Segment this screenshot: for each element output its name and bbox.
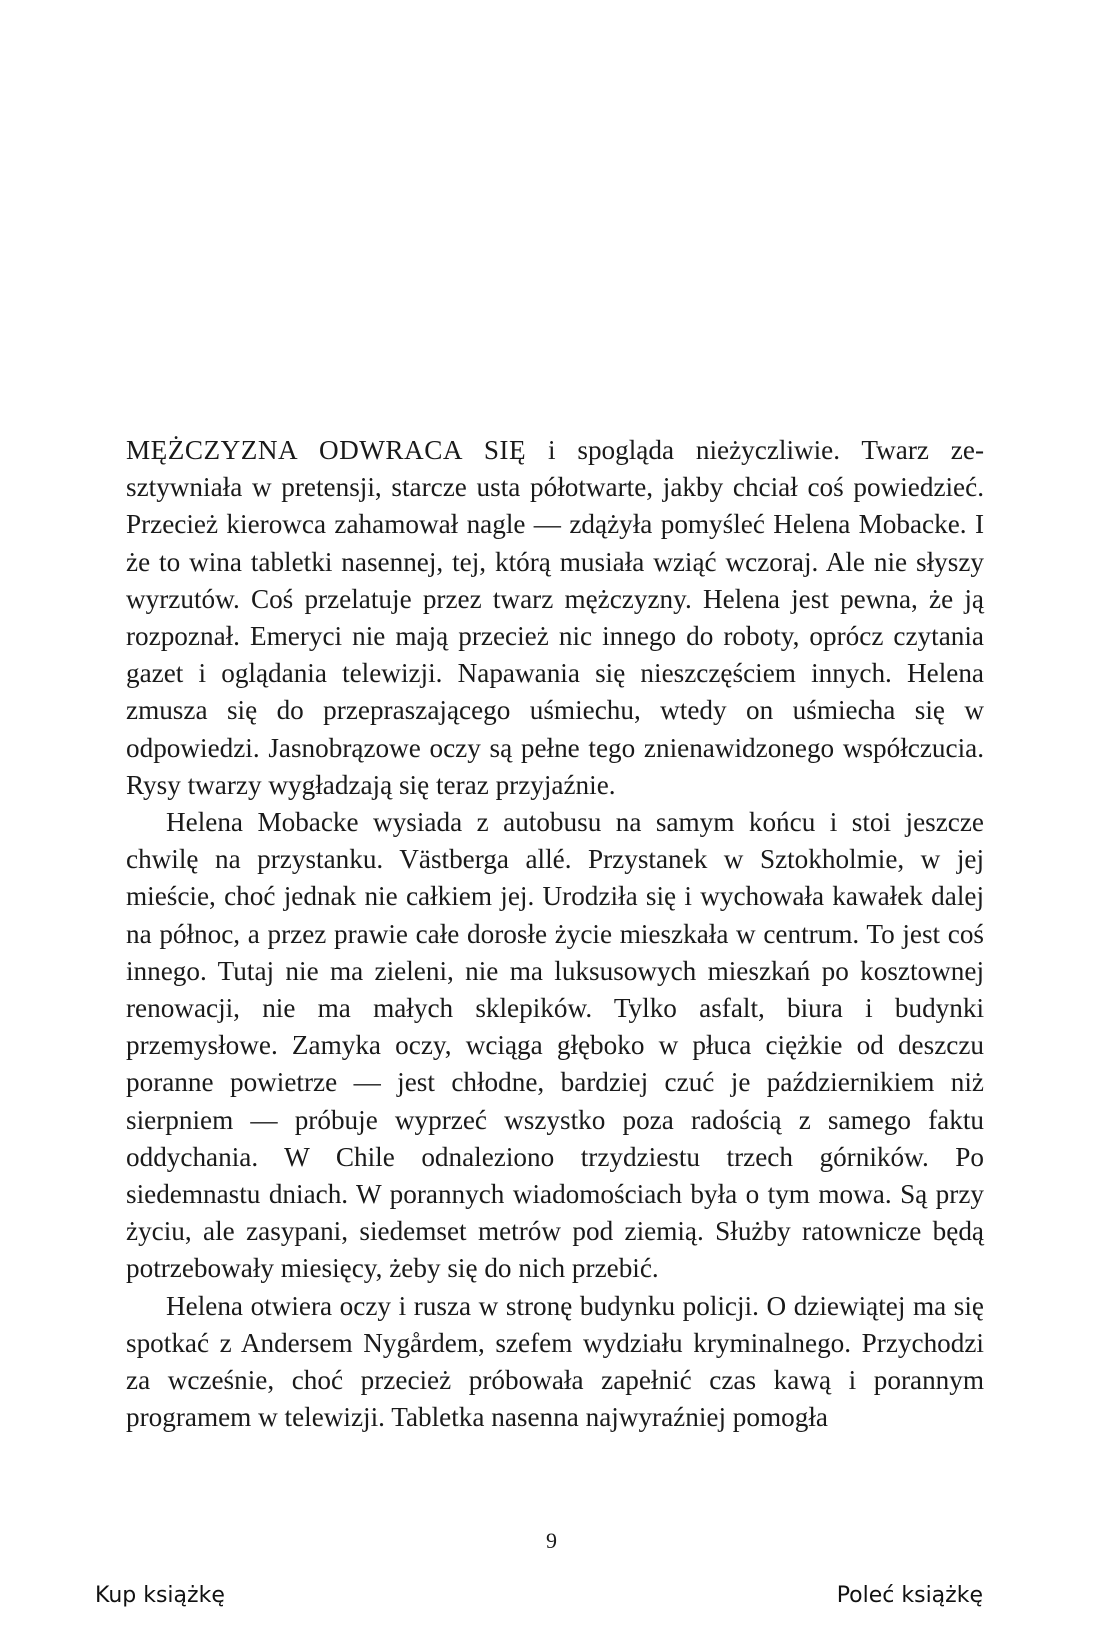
- paragraph-1-text: i spogląda nieżyczliwie. Twarz zesztywniała w pretensji, starcze usta półotwarte, jakby chciał coś powiedzieć. Przecież kierowca zahamował nagle — zdążyła pomyśleć Helena Mobacke. I że to wina tabletki nasennej, tej, którą musiała wziąć wczoraj. Ale nie słyszy wyrzutów. Coś przelatuje przez twarz mężczyzny. Helena jest pewna, że ją rozpoznał. Emeryci nie mają przecież nic innego do roboty, oprócz czytania gazet i oglądania telewizji. Napawania się nieszczęściem innych. Helena zmusza się do przepraszającego uśmiechu, wtedy on uśmiecha się w odpowiedzi. Jasnobrązowe oczy są pełne tego znienawidzonego współczucia. Rysy twarzy wygładzają się teraz przyjaźnie.: [126, 435, 984, 800]
- paragraph-2: Helena Mobacke wysiada z autobusu na samym końcu i stoi jeszcze chwilę na przystanku. Västberga allé. Przystanek w Sztokholmie, w jej mieście, choć jednak nie całkiem jej. Urodziła się i wychowała kawałek dalej na północ, a przez prawie całe dorosłe życie mieszkała w centrum. To jest coś innego. Tutaj nie ma zieleni, nie ma luksusowych mieszkań po kosztownej renowacji, nie ma małych sklepików. Tylko asfalt, biura i budynki przemysłowe. Zamyka oczy, wciąga głęboko w płuca ciężkie od deszczu poranne powietrze — jest chłodne, bardziej czuć je październikiem niż sierpniem — próbuje wyprzeć wszystko poza radością z samego faktu oddychania. W Chile odnaleziono trzydziestu trzech górników. Po siedemnastu dniach. W porannych wiadomościach była o tym mowa. Są przy życiu, ale zasypani, siedemset metrów pod ziemią. Służby ratownicze będą potrzebowały miesięcy, żeby się do nich przebić.: [126, 807, 984, 1284]
- recommend-book-link[interactable]: Poleć książkę: [836, 1583, 983, 1608]
- paragraph-1: [126, 432, 984, 804]
- buy-book-link[interactable]: Kup książkę: [95, 1583, 225, 1608]
- paragraph-3: Helena otwiera oczy i rusza w stronę budynku policji. O dziewiątej ma się spotkać z Andersem Nygårdem, szefem wydziału kryminalnego. Przychodzi za wcześnie, choć przecież próbowała zapełnić czas kawą i porannym programem w telewizji. Tabletka nasenna najwyraźniej pomogła: [126, 1290, 984, 1433]
- chapter-lead-caps: MĘŻCZYZNA ODWRACA SIĘ: [126, 435, 527, 465]
- page-number: 9: [546, 1528, 557, 1553]
- page-body: [126, 432, 984, 1436]
